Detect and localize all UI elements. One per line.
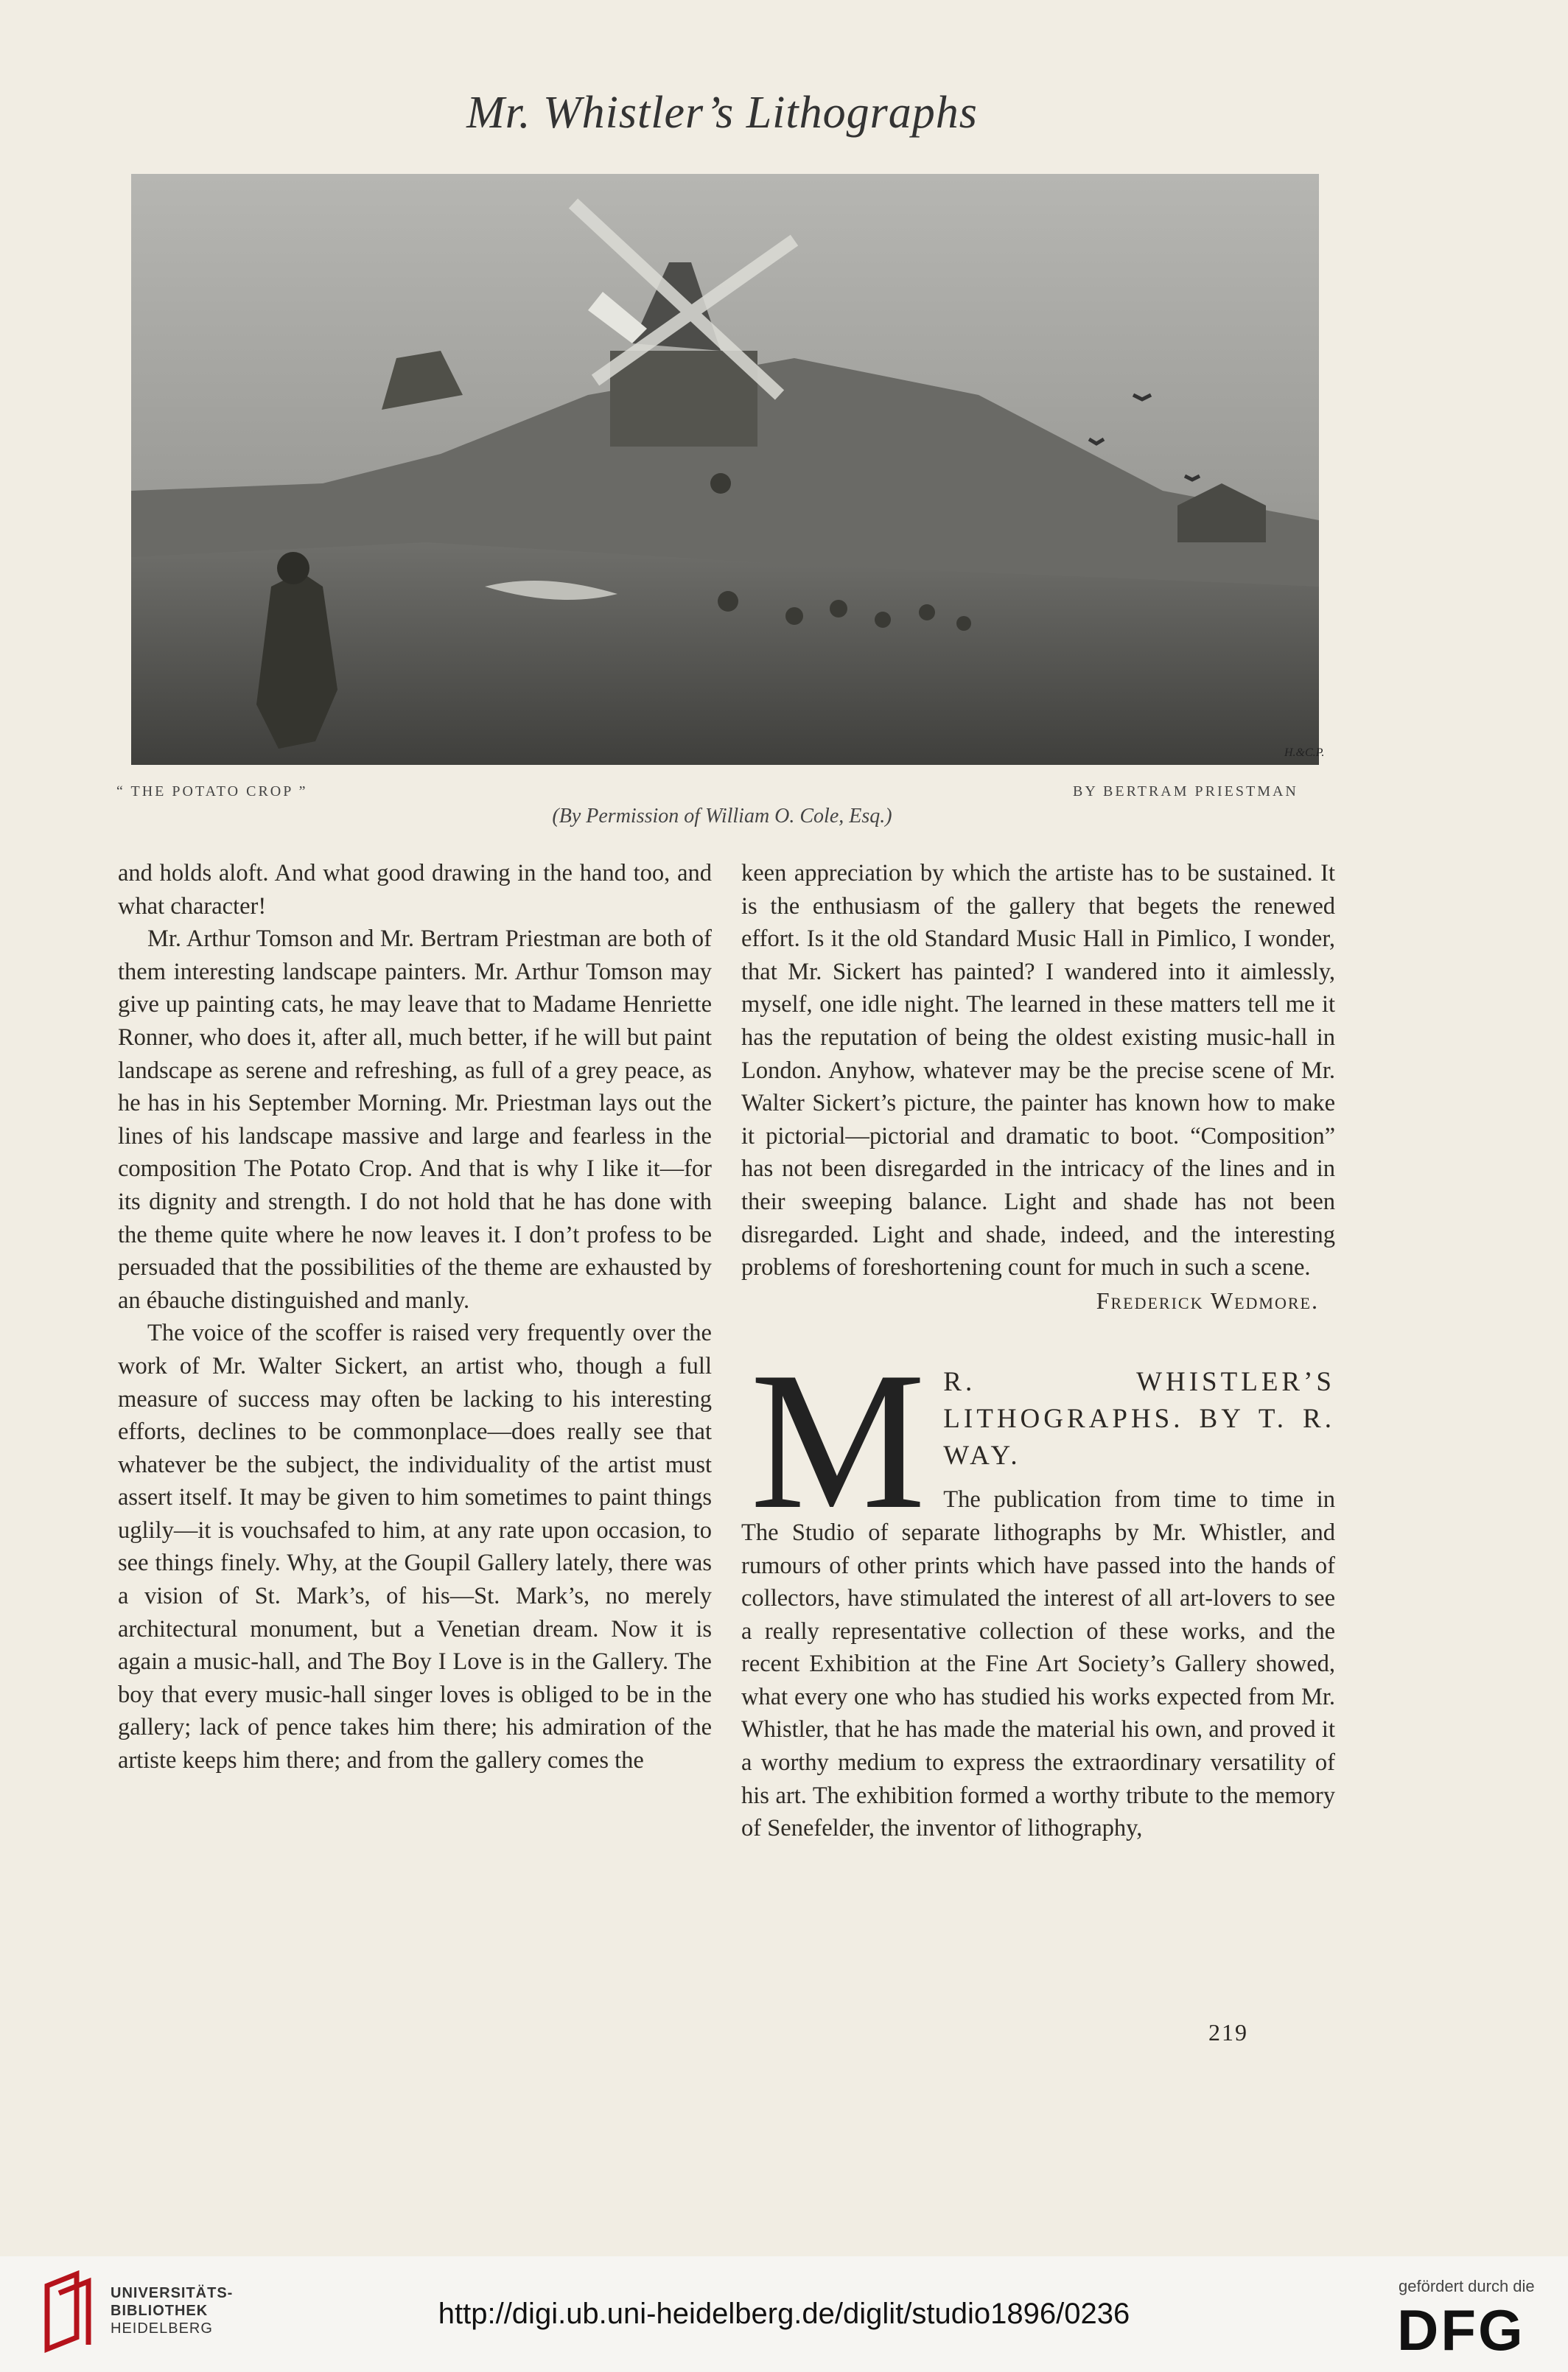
author-signature: Frederick Wedmore. xyxy=(1096,1287,1319,1314)
drop-cap: M xyxy=(750,1331,926,1550)
paragraph: and holds aloft. And what good drawing in the hand too, and what character! xyxy=(118,860,712,920)
dfg-logo: DFG xyxy=(1397,2298,1525,2362)
illustration-potato-crop xyxy=(131,174,1325,765)
library-name-line: HEIDELBERG xyxy=(111,2320,213,2337)
digitization-footer xyxy=(0,2256,1568,2372)
funding-note: gefördert durch die xyxy=(1399,2277,1535,2295)
left-column xyxy=(118,857,712,1777)
paragraph: Mr. Arthur Tomson and Mr. Bertram Priestman are both of them interesting landscape painters. Mr. Arthur Tomson may give up painting cats, he may leave that to Madame Henriette Ronner, who does it, after all, much better, if he will but paint landscape as serene and refreshing, as full of a grey peace, as he has in his September Morning. Mr. Priestman lays out the lines of his landscape massive and large and fearless in the composition The Potato Crop. And that is why I like it—for its dignity and strength. I do not hold that he has done with the theme quite where he now leaves it. I don’t profess to be persuaded that the possibilities of the theme are exhausted by an ébauche distinguished and manly. xyxy=(118,926,712,1314)
article-heading-block xyxy=(741,1331,1335,1845)
plate-credit: (By Permission of William O. Cole, Esq.) xyxy=(552,805,892,828)
plate-caption-title: “ THE POTATO CROP ” xyxy=(116,783,308,800)
library-name-line: BIBLIOTHEK xyxy=(111,2303,209,2319)
article-title: R. WHISTLER’S LITHOGRAPHS. BY T. R. WAY. xyxy=(943,1367,1335,1472)
right-column xyxy=(741,857,1335,1845)
source-url-link[interactable]: http://digi.ub.uni-heidelberg.de/diglit/studio1896/0236 xyxy=(438,2298,1130,2330)
windmill-landscape-image xyxy=(131,174,1325,765)
paragraph: keen appreciation by which the artiste has to be sustained. It is the enthusiasm of the gallery that begets the renewed effort. Is it the old Standard Music Hall in Pimlico, I wonder, that Mr. Sickert has painted? I wandered into it aimlessly, myself, one idle night. The learned in these matters tell me it has the reputation of being the oldest existing music-hall in London. Anyhow, whatever may be the precise scene of Mr. Walter Sickert’s picture, the painter has known how to make it pictorial—pictorial and dramatic to boot. “Composition” has not been disregarded in the intricacy of the lines and in their sweeping balance. Light and shade has not been disregarded. Light and shade, indeed, and the interesting problems of foreshortening count for much in such a scene. xyxy=(741,860,1335,1281)
paragraph: The voice of the scoffer is raised very frequently over the work of Mr. Walter Sickert, an artist who, though a full measure of success may often be lacking to his interesting efforts, declines to be commonplace—does really see that whatever be the subject, the individuality of the artist must assert itself. It may be given to him sometimes to paint things uglily—it is vouchsafed to him, at any rate upon occasion, to see things finely. Why, at the Goupil Gallery lately, there was a vision of St. Mark’s, of his—St. Mark’s, no merely architectural monument, but a Venetian dream. Now it is again a music-hall, and The Boy I Love is in the Gallery. The boy that every music-hall singer loves is obliged to be in the gallery; lack of pence takes him there; his admiration of the artiste keeps him there; and from the gallery comes the xyxy=(118,1320,712,1774)
page-number: 219 xyxy=(1208,2019,1248,2046)
running-head: Mr. Whistler’s Lithographs xyxy=(466,88,978,138)
article-lead-paragraph: The publication from time to time in The Studio of separate lithographs by Mr. Whistler, and rumours of other prints which have passed into the hands of collectors, have stimulated the interest of all art-lovers to see a really representative collection of these works, and the recent Exhibition at the Fine Art Society’s Gallery showed, what every one who has studied his works expected from Mr. Whistler, that he has made the material his own, and proved it a worthy medium to express the extraordinary versatility of his art. The exhibition formed a worthy tribute to the memory of Senefelder, the inventor of lithography, xyxy=(741,1486,1335,1842)
engraver-monogram: H.&C.P. xyxy=(1284,746,1325,759)
plate-caption-artist: BY BERTRAM PRIESTMAN xyxy=(1073,783,1298,800)
library-name-line: UNIVERSITÄTS- xyxy=(111,2285,234,2301)
